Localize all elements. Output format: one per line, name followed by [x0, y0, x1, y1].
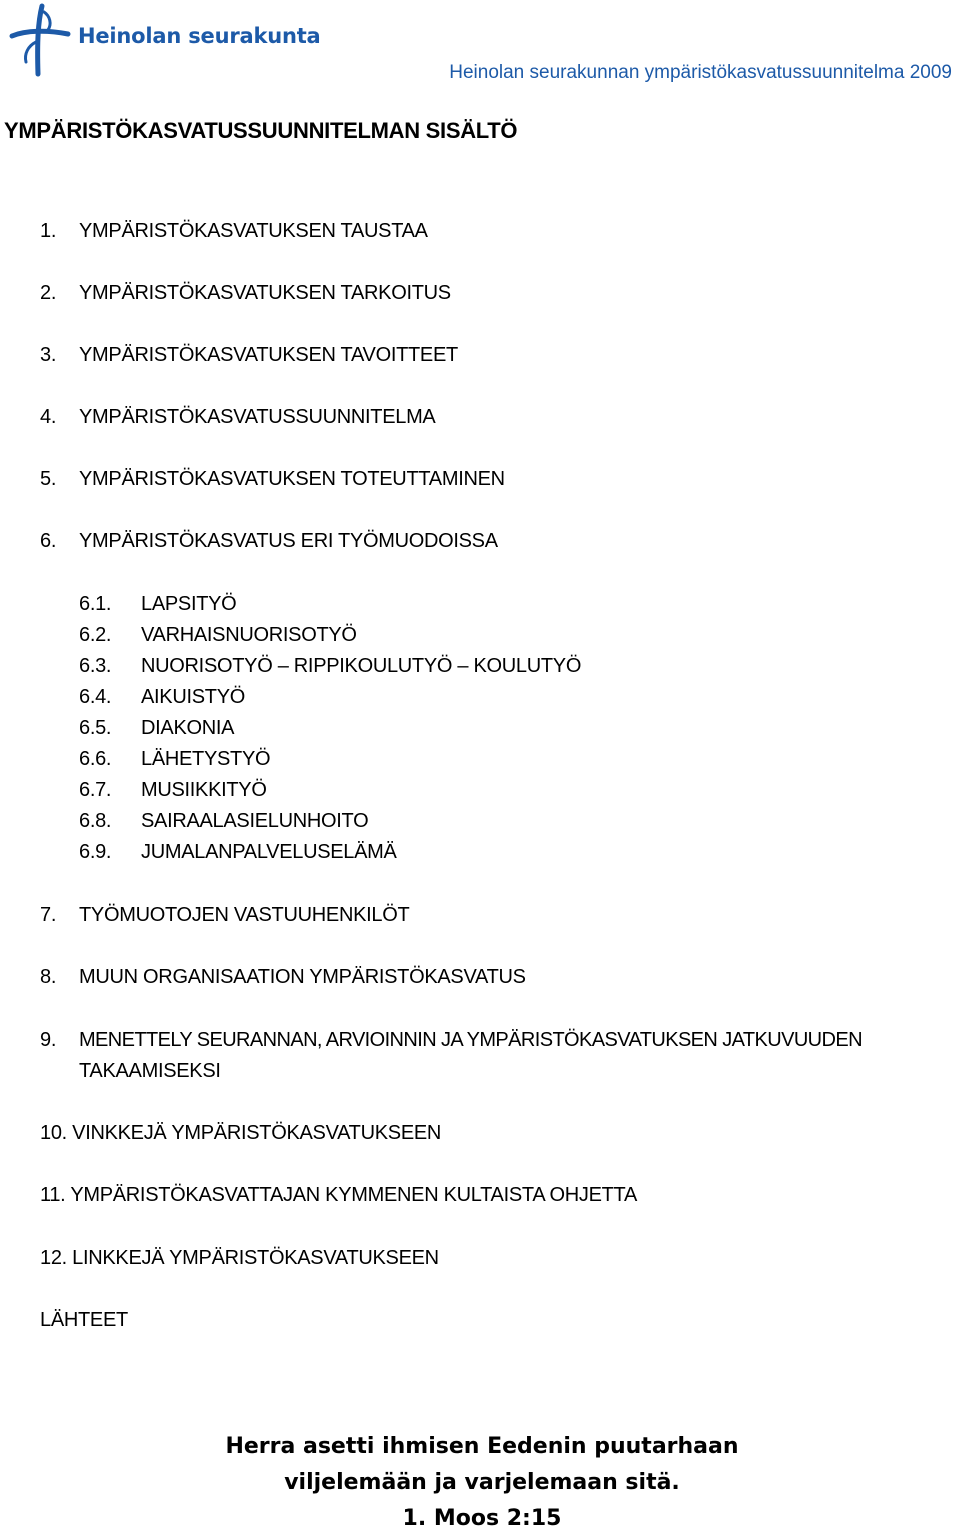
toc-number: 6.4. — [79, 686, 112, 708]
toc-number: 6.7. — [79, 779, 112, 801]
toc-text: MUSIIKKITYÖ — [141, 779, 267, 801]
toc-number: 7. — [40, 904, 57, 926]
toc-text: YMPÄRISTÖKASVATUKSEN TAUSTAA — [79, 220, 428, 242]
toc-text: YMPÄRISTÖKASVATUKSEN TOTEUTTAMINEN — [79, 468, 505, 490]
church-cross-logo-icon — [8, 2, 72, 78]
toc-number: 4. — [40, 406, 57, 428]
toc-text: YMPÄRISTÖKASVATUKSEN TARKOITUS — [79, 282, 451, 304]
logo-text: Heinolan seurakunta — [78, 24, 321, 48]
toc-text: YMPÄRISTÖKASVATUS ERI TYÖMUODOISSA — [79, 530, 498, 552]
toc-item: 11. YMPÄRISTÖKASVATTAJAN KYMMENEN KULTAISTA OHJETTA — [40, 1184, 638, 1206]
toc-text: LAPSITYÖ — [141, 593, 237, 615]
toc-text: DIAKONIA — [141, 717, 235, 739]
toc-text: JUMALANPALVELUSELÄMÄ — [141, 841, 397, 863]
toc-number: 6.6. — [79, 748, 112, 770]
toc-item: 10. VINKKEJÄ YMPÄRISTÖKASVATUKSEEN — [40, 1122, 442, 1144]
toc-text-continuation: TAKAAMISEKSI — [79, 1060, 221, 1082]
toc-text: LÄHETYSTYÖ — [141, 748, 271, 770]
toc-text: VARHAISNUORISOTYÖ — [141, 624, 357, 646]
toc-text: NUORISOTYÖ – RIPPIKOULUTYÖ – KOULUTYÖ — [141, 655, 582, 677]
quote-line: Herra asetti ihmisen Eedenin puutarhaan — [225, 1434, 739, 1459]
toc-text: MENETTELY SEURANNAN, ARVIOINNIN JA YMPÄRISTÖKASVATUKSEN JATKUVUUDEN — [79, 1029, 862, 1051]
toc-item: 12. LINKKEJÄ YMPÄRISTÖKASVATUKSEEN — [40, 1247, 439, 1269]
toc-text: SAIRAALASIELUNHOITO — [141, 810, 369, 832]
toc-number: 5. — [40, 468, 57, 490]
toc-number: 1. — [40, 220, 57, 242]
toc-number: 9. — [40, 1029, 57, 1051]
toc-number: 6.5. — [79, 717, 112, 739]
toc-number: 3. — [40, 344, 57, 366]
toc-number: 6.8. — [79, 810, 112, 832]
toc-text: MUUN ORGANISAATION YMPÄRISTÖKASVATUS — [79, 966, 526, 988]
toc-text: AIKUISTYÖ — [141, 686, 245, 708]
toc-text: TYÖMUOTOJEN VASTUUHENKILÖT — [79, 904, 410, 926]
toc-number: 6. — [40, 530, 57, 552]
toc-text: YMPÄRISTÖKASVATUSSUUNNITELMA — [79, 406, 436, 428]
toc-number: 2. — [40, 282, 57, 304]
toc-number: 8. — [40, 966, 57, 988]
quote-line: viljelemään ja varjelemaan sitä. — [284, 1470, 680, 1495]
toc-number: 6.3. — [79, 655, 112, 677]
toc-number: 6.9. — [79, 841, 112, 863]
page-title: YMPÄRISTÖKASVATUSSUUNNITELMAN SISÄLTÖ — [4, 118, 518, 143]
toc-number: 6.2. — [79, 624, 112, 646]
logo — [8, 2, 321, 78]
quote-reference: 1. Moos 2:15 — [402, 1506, 562, 1531]
toc-text: YMPÄRISTÖKASVATUKSEN TAVOITTEET — [79, 344, 458, 366]
toc-number: 6.1. — [79, 593, 112, 615]
toc-item: LÄHTEET — [40, 1309, 128, 1331]
document-header: Heinolan seurakunnan ympäristökasvatussuunnitelma 2009 — [449, 62, 952, 83]
